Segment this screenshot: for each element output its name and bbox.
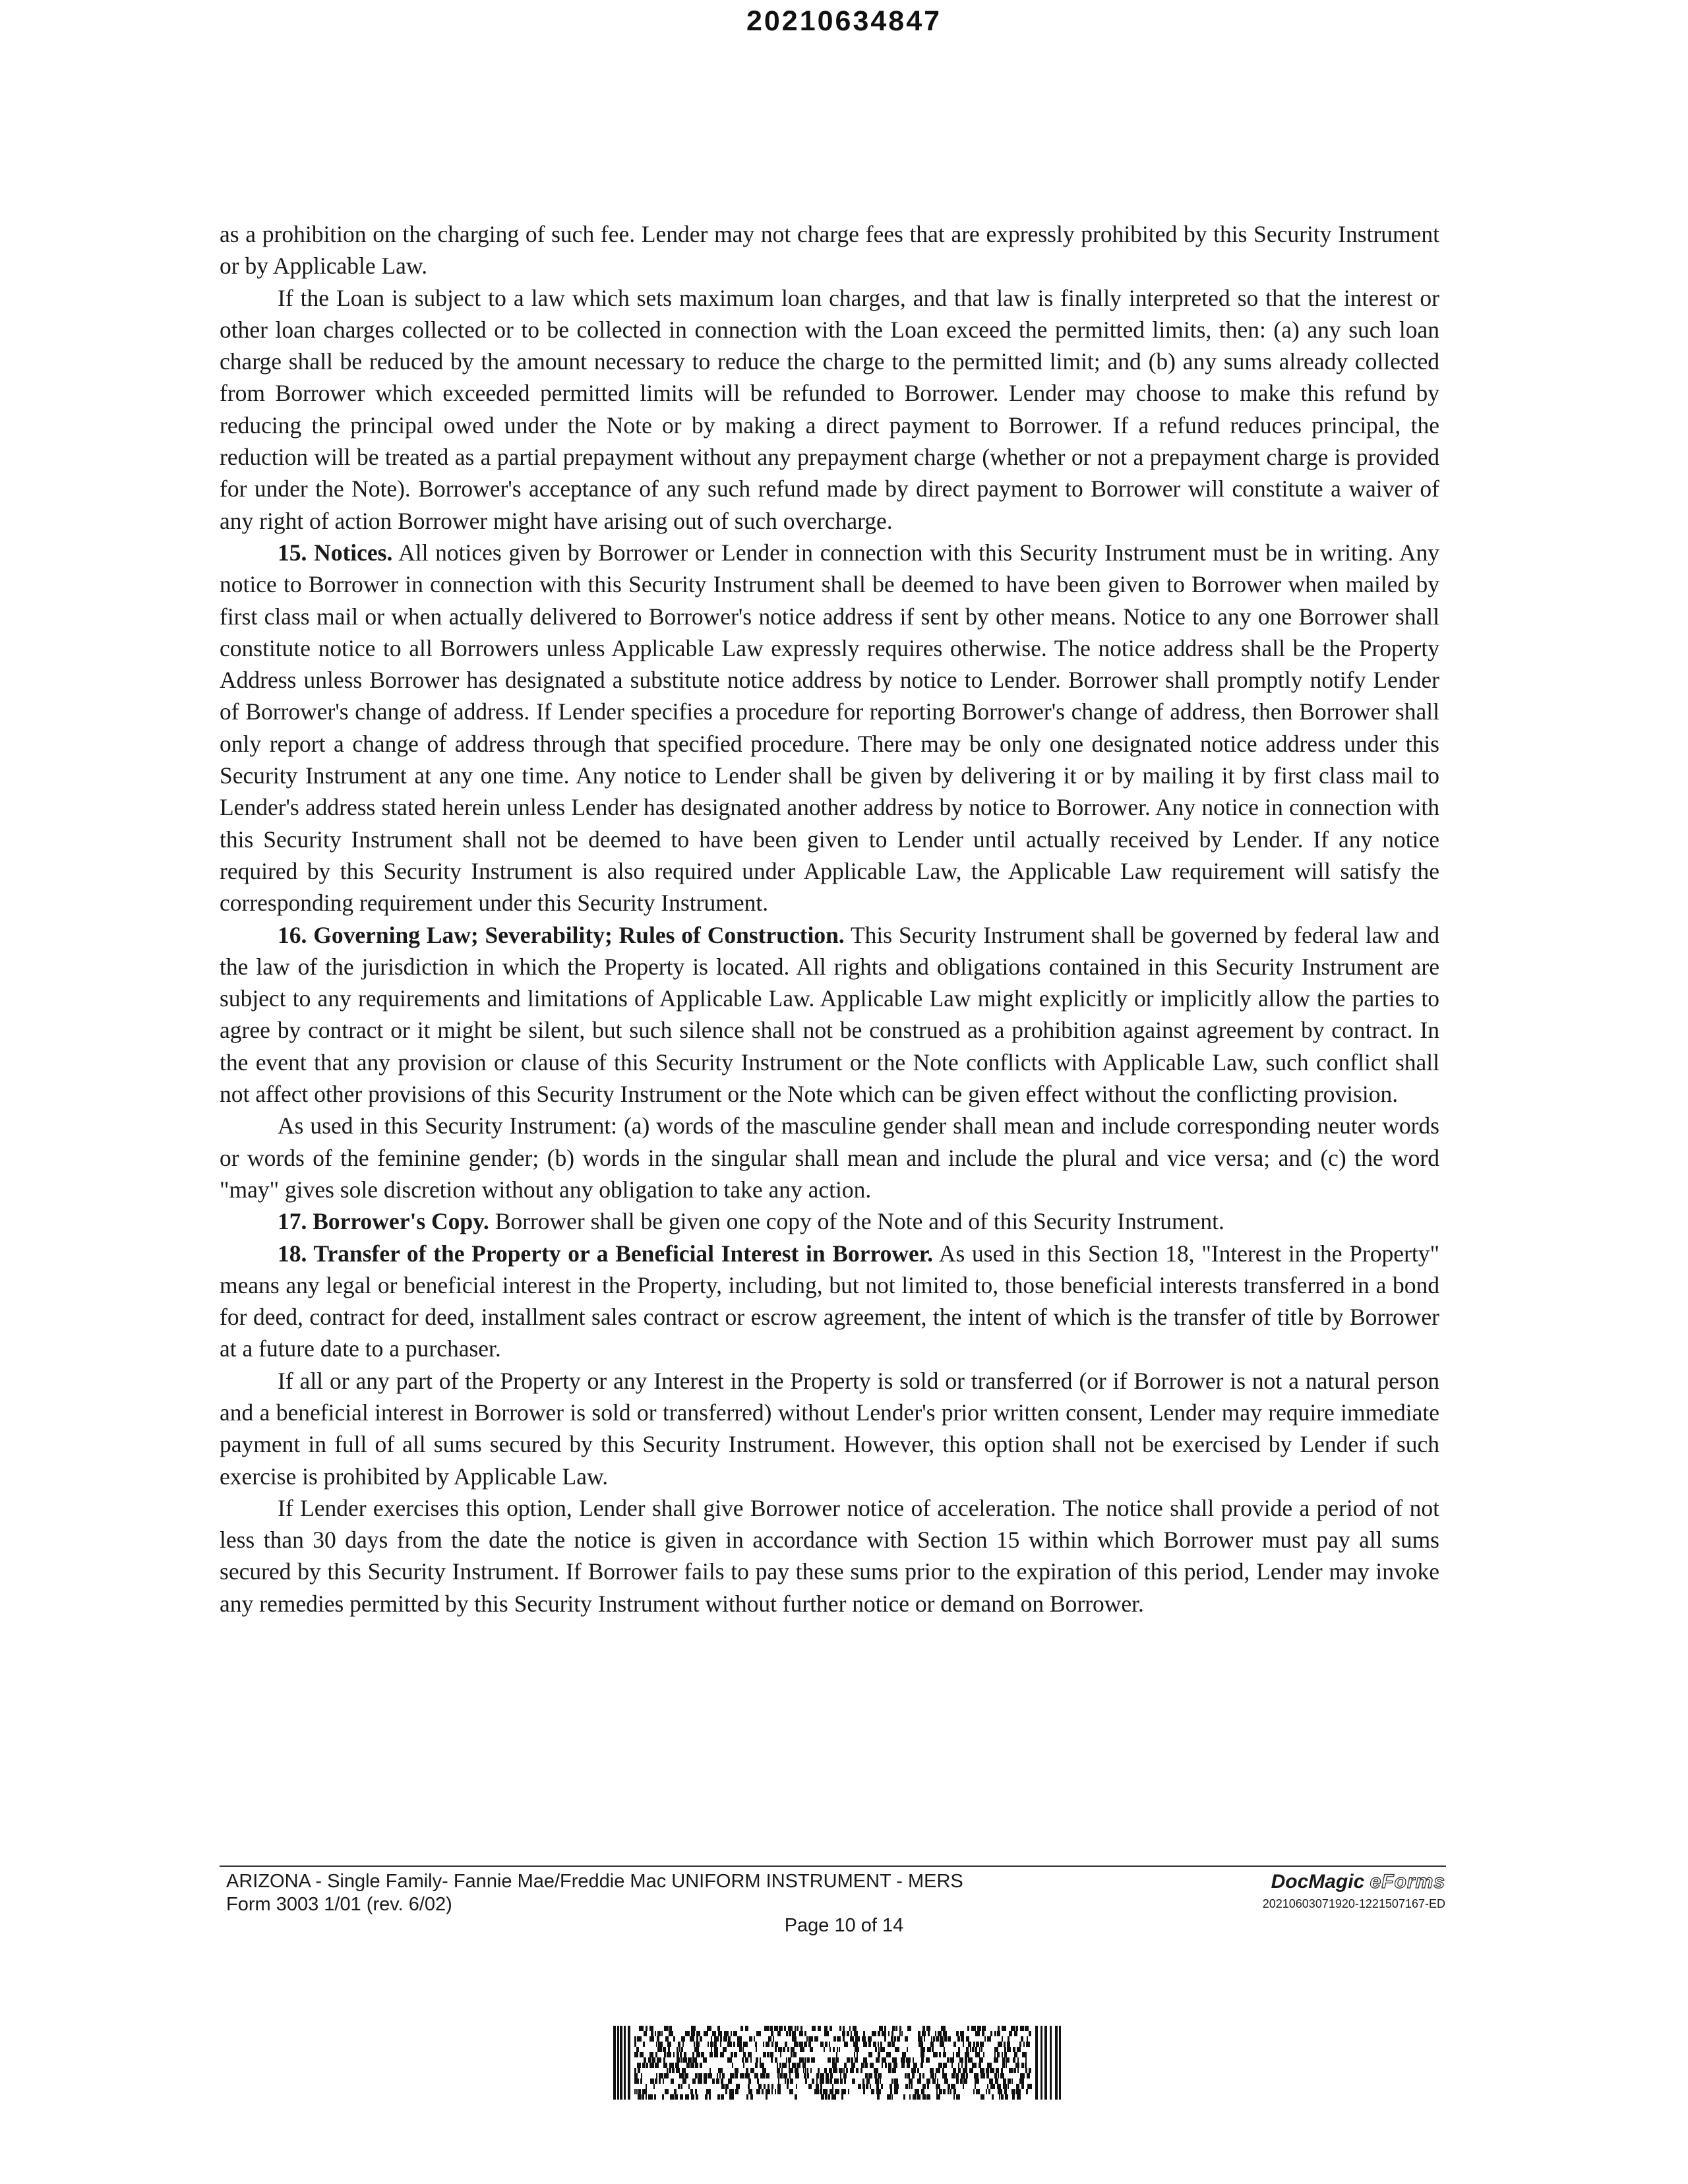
section-18-paragraph-3: If Lender exercises this option, Lender shall give Borrower notice of acceleration. The notice shall provide a period of not less than 30 days from the date the notice is given in accordance with Section 15 within which Borrower must pay all sums secured by this Security Instrument. If Borrower fails to pay these sums prior to the expiration of this period, Lender may invoke any remedies permitted by this Security Instrument without further notice or demand on Borrower. xyxy=(220,1494,1439,1617)
page-number: Page 10 of 14 xyxy=(784,1915,904,1936)
section-17-borrowers-copy xyxy=(220,1205,1439,1237)
section-16-heading: 16. Governing Law; Severability; Rules of Construction. xyxy=(278,921,845,948)
section-16-paragraph-2: As used in this Security Instrument: (a) words of the masculine gender shall mean and include corresponding neuter words or words of the feminine gender; (b) words in the singular shall mean and include the plural and vice versa; and (c) the word "may" gives sole discretion without any obligation to take any action. xyxy=(220,1112,1439,1203)
section-18-heading: 18. Transfer of the Property or a Beneficial Interest in Borrower. xyxy=(278,1240,934,1267)
brand-name: DocMagic xyxy=(1271,1871,1365,1893)
section-16-text: This Security Instrument shall be governed by federal law and the law of the jurisdiction in which the Property is located. All rights and obligations contained in this Security Instrument are subject to any requirements and limitations of Applicable Law. Applicable Law might explicitly or implicitly allow the parties to agree by contract or it might be silent, but such silence shall not be construed as a prohibition against agreement by contract. In the event that any provision or clause of this Security Instrument or the Note conflicts with Applicable Law, such conflict shall not affect other provisions of this Security Instrument or the Note which can be given effect without the conflicting provision. xyxy=(220,921,1439,1108)
section-18-transfer xyxy=(220,1238,1439,1365)
form-title: ARIZONA - Single Family- Fannie Mae/Freddie Mac UNIFORM INSTRUMENT - MERS xyxy=(226,1871,963,1892)
document-body xyxy=(220,218,1439,1620)
footer-brand-block xyxy=(1263,1870,1445,1914)
footer-divider xyxy=(220,1866,1446,1867)
section-16-governing-law xyxy=(220,919,1439,1110)
brand-suffix: eForms xyxy=(1370,1871,1445,1893)
continuation-paragraph: as a prohibition on the charging of such fee. Lender may not charge fees that are expressly prohibited by this Security Instrument or by Applicable Law. xyxy=(220,221,1439,280)
form-number: Form 3003 1/01 (rev. 6/02) xyxy=(226,1894,452,1915)
section-15-heading: 15. Notices. xyxy=(278,539,393,566)
section-17-text: Borrower shall be given one copy of the Note and of this Security Instrument. xyxy=(495,1208,1224,1235)
footer-form-info xyxy=(226,1870,963,1916)
section-15-text: All notices given by Borrower or Lender in connection with this Security Instrument must be in writing. Any notice to Borrower in connection with this Security Instrument shall be deemed to have been given to Borrower when mailed by first class mail or when actually delivered to Borrower's notice address if sent by other means. Notice to any one Borrower shall constitute notice to all Borrowers unless Applicable Law expressly requires otherwise. The notice address shall be the Property Address unless Borrower has designated a substitute notice address by notice to Lender. Borrower shall promptly notify Lender of Borrower's change of address. If Lender specifies a procedure for reporting Borrower's change of address, then Borrower shall only report a change of address through that specified procedure. There may be only one designated notice address under this Security Instrument at any one time. Any notice to Lender shall be given by delivering it or by mailing it by first class mail to Lender's address stated herein unless Lender has designated another address by notice to Borrower. Any notice in connection with this Security Instrument shall not be deemed to have been given to Lender until actually received by Lender. If any notice required by this Security Instrument is also required under Applicable Law, the Applicable Law requirement will satisfy the corresponding requirement under this Security Instrument. xyxy=(220,539,1440,917)
barcode-icon xyxy=(613,2026,1062,2100)
section-15-notices xyxy=(220,537,1439,919)
section-18-paragraph-2: If all or any part of the Property or any Interest in the Property is sold or transferred (or if Borrower is not a natural person and a beneficial interest in Borrower is sold or transferred) without Lender's prior written consent, Lender may require immediate payment in full of all sums secured by this Security Instrument. However, this option shall not be exercised by Lender if such exercise is prohibited by Applicable Law. xyxy=(220,1367,1439,1490)
tracking-id: 20210603071920-1221507167-ED xyxy=(1262,1897,1445,1910)
loan-charges-paragraph: If the Loan is subject to a law which sets maximum loan charges, and that law is finally interpreted so that the interest or other loan charges collected or to be collected in connection with the Loan exceed the permitted limits, then: (a) any such loan charge shall be reduced by the amount necessary to reduce the charge to the permitted limit; and (b) any sums already collected from Borrower which exceeded permitted limits will be refunded to Borrower. Lender may choose to make this refund by reducing the principal owed under the Note or by making a direct payment to Borrower. If a refund reduces principal, the reduction will be treated as a partial prepayment without any prepayment charge (whether or not a prepayment charge is provided for under the Note). Borrower's acceptance of any such refund made by direct payment to Borrower will constitute a waiver of any right of action Borrower might have arising out of such overcharge. xyxy=(220,284,1439,534)
section-18-text: As used in this Section 18, "Interest in the Property" means any legal or beneficial interest in the Property, including, but not limited to, those beneficial interests transferred in a bond for deed, contract for deed, installment sales contract or escrow agreement, the intent of which is the transfer of title by Borrower at a future date to a purchaser. xyxy=(220,1240,1439,1362)
recording-number: 20210634847 xyxy=(746,5,942,37)
docmagic-logo xyxy=(1263,1870,1445,1894)
section-17-heading: 17. Borrower's Copy. xyxy=(278,1208,489,1235)
